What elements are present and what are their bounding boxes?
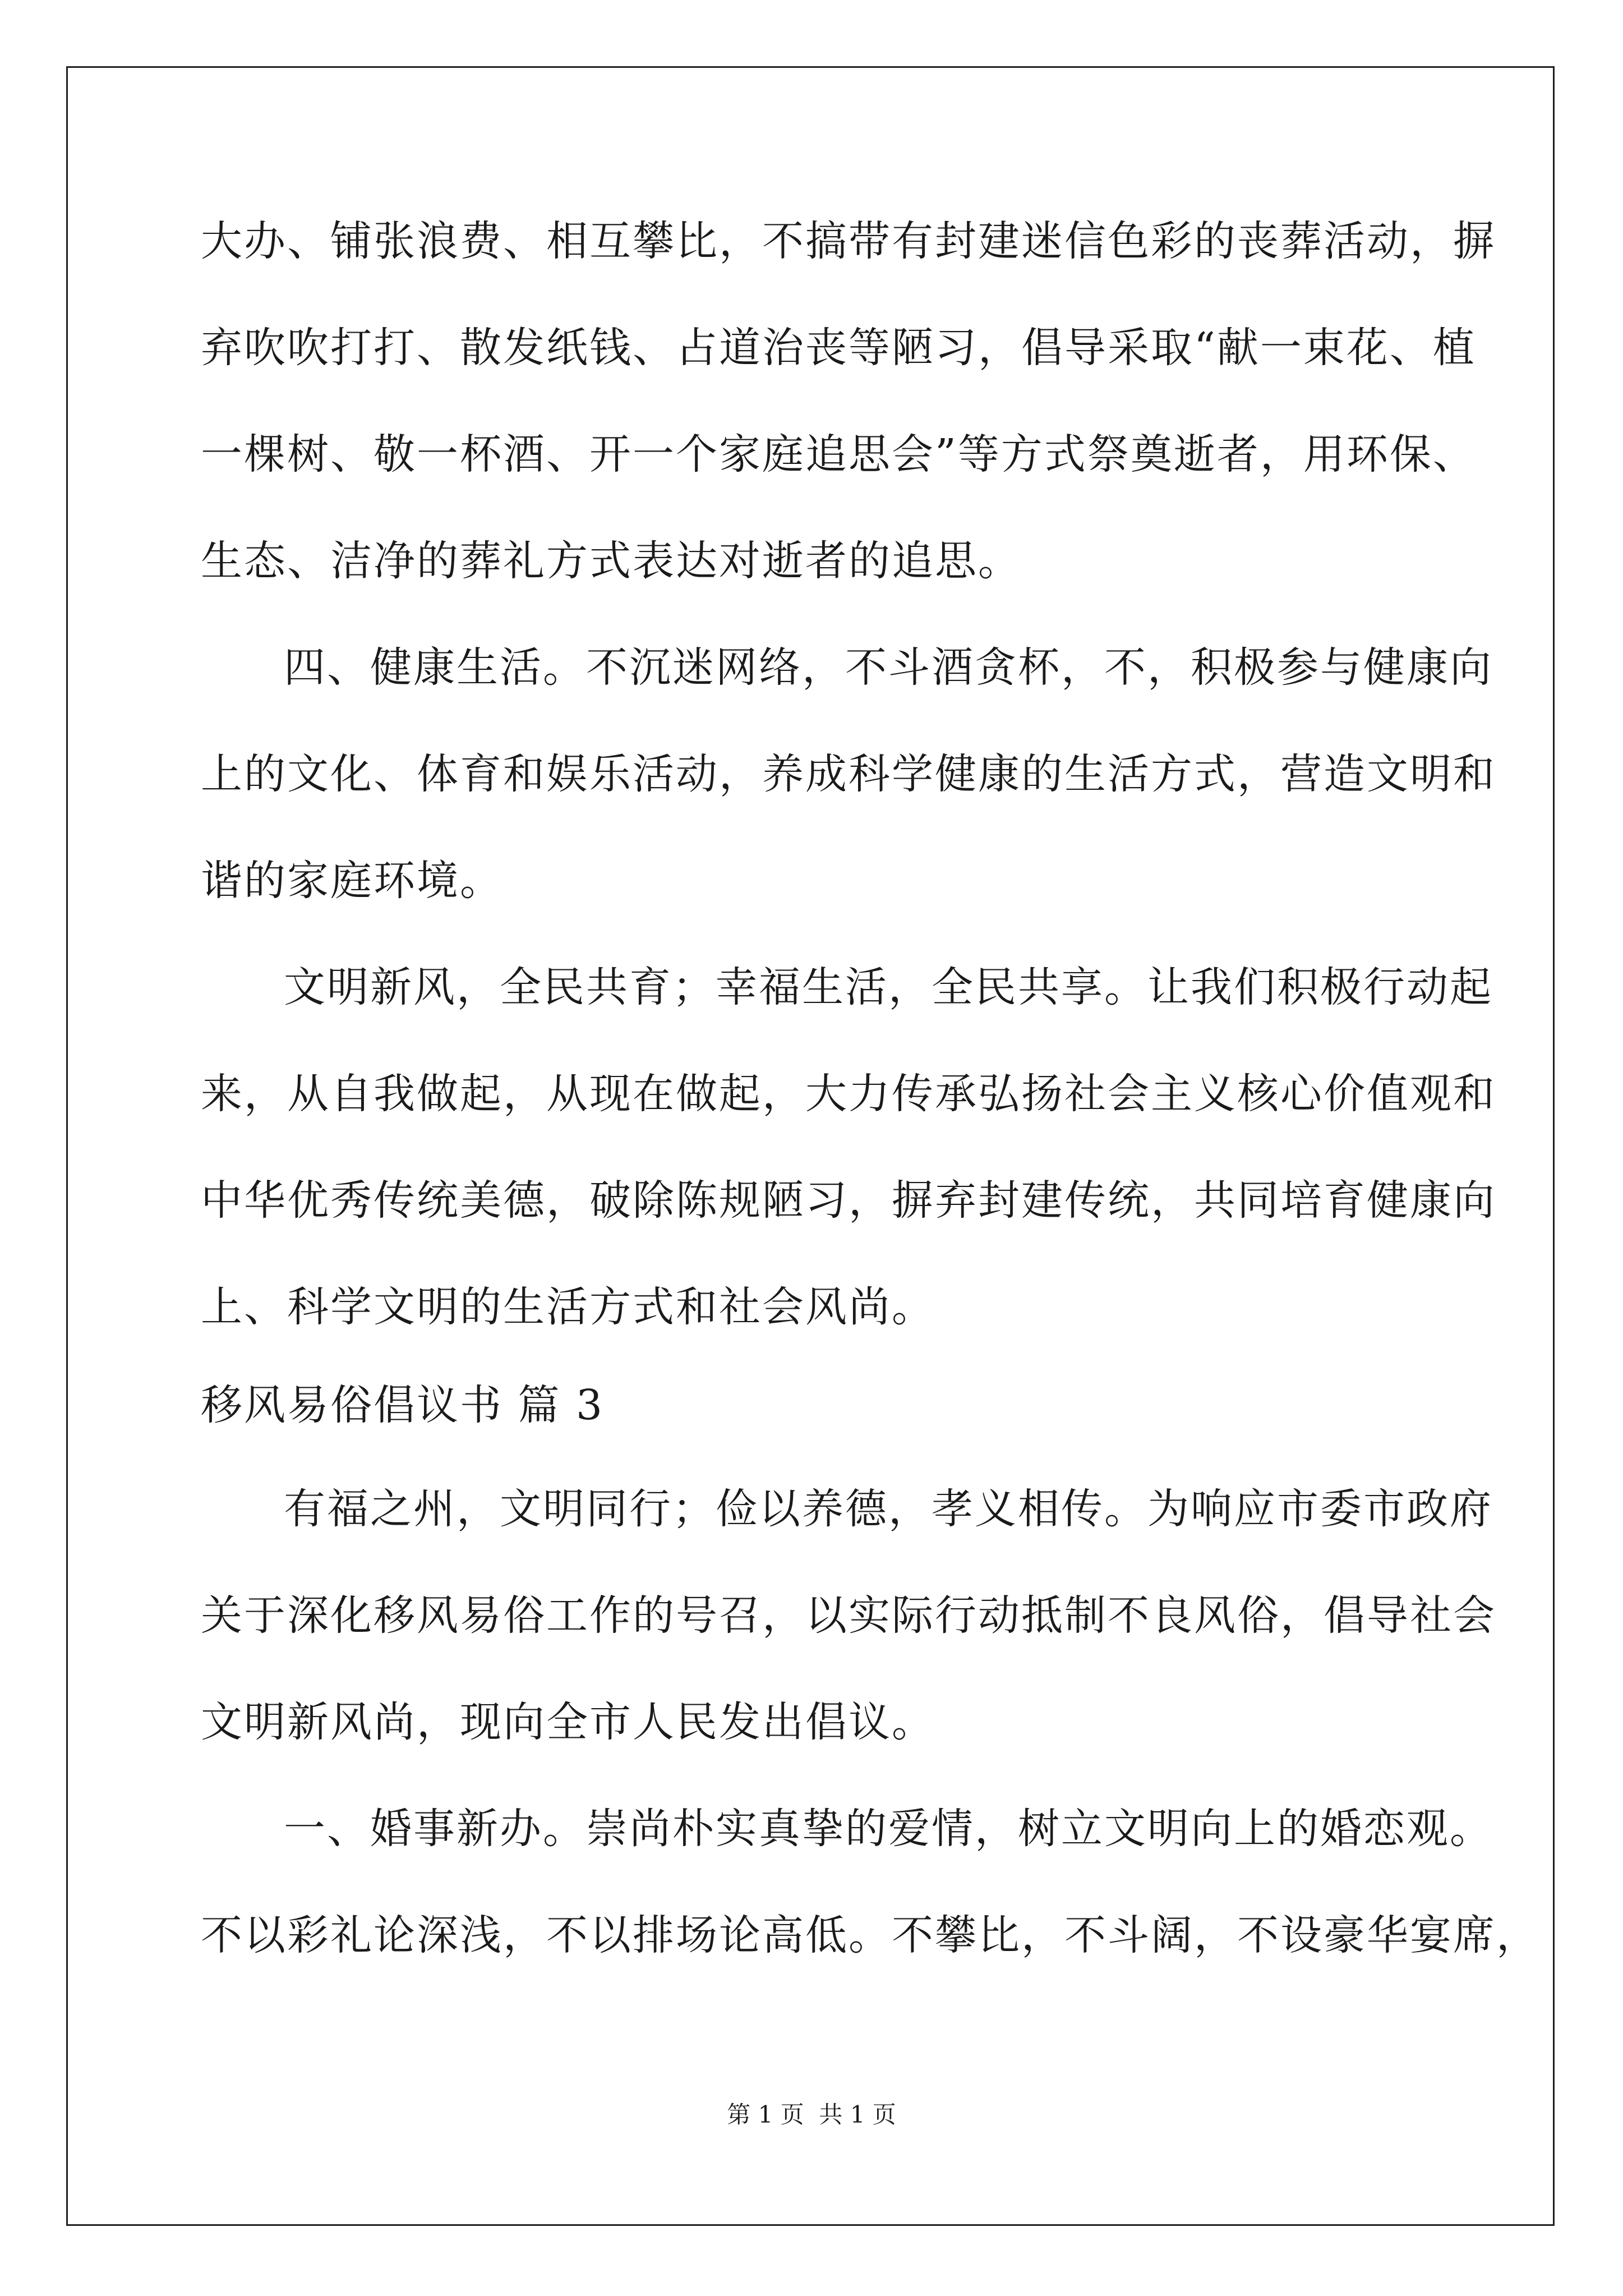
paragraph-start-line: 有福之州，文明同行；俭以养德，孝义相传。为响应市委市政府 <box>284 1485 1493 1533</box>
text-line: 上的文化、体育和娱乐活动，养成科学健康的生活方式，营造文明和 <box>201 750 1496 798</box>
paragraph-start-line: 文明新风，全民共育；幸福生活，全民共享。让我们积极行动起 <box>284 963 1493 1011</box>
text-line: 谐的家庭环境。 <box>201 857 503 905</box>
text-line: 来，从自我做起，从现在做起，大力传承弘扬社会主义核心价值观和 <box>201 1070 1496 1118</box>
paragraph-start-line: 一、婚事新办。崇尚朴实真挚的爱情，树立文明向上的婚恋观。 <box>284 1805 1493 1853</box>
text-line: 不以彩礼论深浅，不以排场论高低。不攀比，不斗阔，不设豪华宴席， <box>201 1911 1539 1959</box>
text-line: 上、科学文明的生活方式和社会风尚。 <box>201 1283 935 1331</box>
text-line: 弃吹吹打打、散发纸钱、占道治丧等陋习，倡导采取“献一束花、植 <box>201 324 1476 372</box>
paragraph-start-line: 四、健康生活。不沉迷网络，不斗酒贪杯，不，积极参与健康向 <box>284 643 1493 692</box>
page-footer: 第 1 页 共 1 页 <box>727 2101 896 2128</box>
section-heading: 移风易俗倡议书 篇 3 <box>201 1381 605 1429</box>
text-line: 生态、洁净的葬礼方式表达对逝者的追思。 <box>201 537 1021 585</box>
text-line: 关于深化移风易俗工作的号召，以实际行动抵制不良风俗，倡导社会 <box>201 1591 1496 1640</box>
text-line: 中华优秀传统美德，破除陈规陋习，摒弃封建传统，共同培育健康向 <box>201 1176 1496 1225</box>
page-border <box>66 66 1555 2226</box>
text-line: 文明新风尚，现向全市人民发出倡议。 <box>201 1698 935 1746</box>
text-line: 大办、铺张浪费、相互攀比，不搞带有封建迷信色彩的丧葬活动，摒 <box>201 217 1496 265</box>
text-line: 一棵树、敬一杯酒、开一个家庭追思会”等方式祭奠逝者，用环保、 <box>201 430 1476 478</box>
